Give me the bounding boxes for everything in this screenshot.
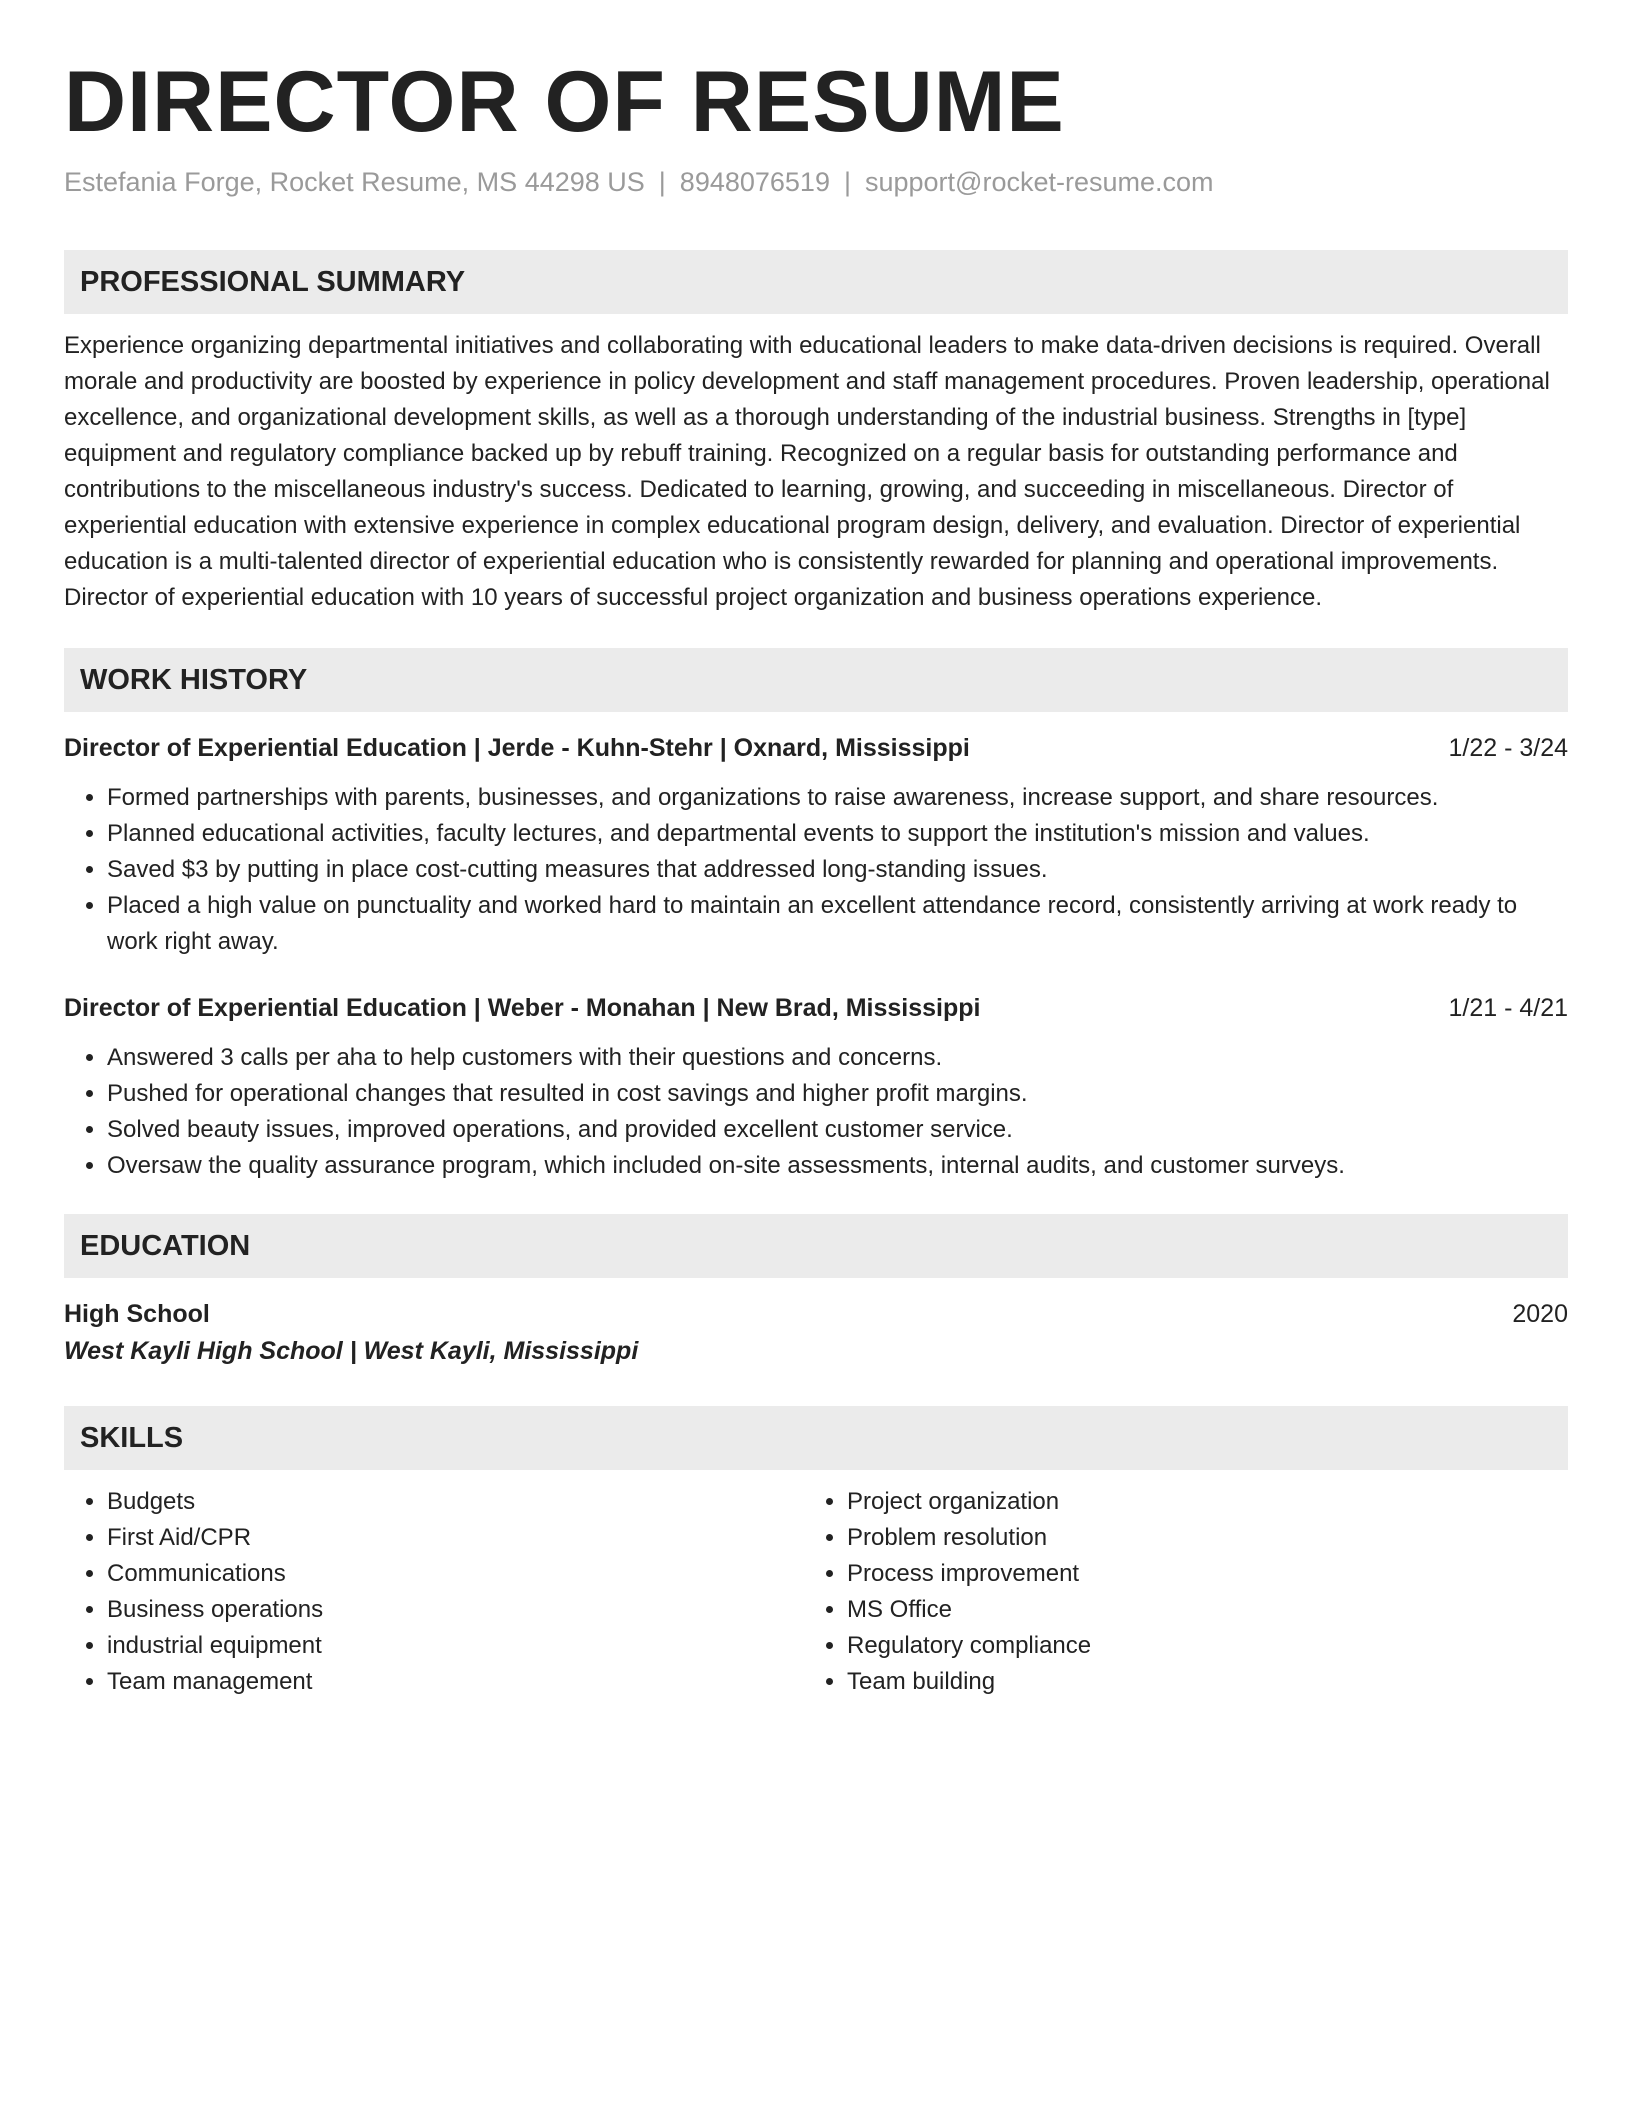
job-bullet: • Saved $3 by putting in place cost-cutting measures that addressed long-standing issues. [107,852,1568,888]
skill-item: • Problem resolution [847,1520,1544,1556]
education-degree: High School [64,1300,210,1328]
skill-item: • Process improvement [847,1556,1544,1592]
section-header-work-history: WORK HISTORY [64,648,1568,712]
section-header-summary: PROFESSIONAL SUMMARY [64,250,1568,314]
job-dates: 1/22 - 3/24 [1448,734,1568,762]
skills-list-left [64,1484,804,1700]
section-header-skills: SKILLS [64,1406,1568,1470]
education-year: 2020 [1512,1300,1568,1328]
job-header [64,730,1568,766]
skill-item: • Project organization [847,1484,1544,1520]
skill-item: • Business operations [107,1592,804,1628]
job-bullet: • Answered 3 calls per aha to help customers with their questions and concerns. [107,1040,1568,1076]
skill-item: • Communications [107,1556,804,1592]
contact-email: support@rocket-resume.com [864,167,1214,197]
job-entry [64,990,1568,1184]
skill-item: • industrial equipment [107,1628,804,1664]
section-header-education: EDUCATION [64,1214,1568,1278]
job-bullet: • Oversaw the quality assurance program, which included on-site assessments, internal audits, and customer surveys. [107,1148,1568,1184]
skill-item: • Budgets [107,1484,804,1520]
skill-item: • Regulatory compliance [847,1628,1544,1664]
job-bullet: • Solved beauty issues, improved operations, and provided excellent customer service. [107,1112,1568,1148]
job-bullet: • Pushed for operational changes that resulted in cost savings and higher profit margins. [107,1076,1568,1112]
resume-title: DIRECTOR OF RESUME [64,54,1065,150]
summary-text: Experience organizing departmental initiatives and collaborating with educational leaders to make data-driven decisions is required. Overall morale and productivity are boosted by experience in policy development and staff management procedures. Proven leadership, operational excellence, and organizational development skills, as well as a thorough understanding of the industrial business. Strengths in [type] equipment and regulatory compliance backed up by rebuff training. Recognized on a regular basis for outstanding performance and contributions to the miscellaneous industry's success. Dedicated to learning, growing, and succeeding in miscellaneous. Director of experiential education with extensive experience in complex educational program design, delivery, and evaluation. Director of experiential education is a multi-talented director of experiential education who is consistently rewarded for planning and operational improvements. Director of experiential education with 10 years of successful project organization and business operations experience. [64,332,1550,611]
skills-columns [64,1484,1568,1700]
skill-item: • First Aid/CPR [107,1520,804,1556]
contact-line [64,164,1568,200]
skill-item: • Team building [847,1664,1544,1700]
job-header [64,990,1568,1026]
job-bullet-list [64,780,1568,960]
job-entry [64,730,1568,960]
job-title: Director of Experiential Education | Weber - Monahan | New Brad, Mississippi [64,994,981,1022]
job-bullet-list [64,1040,1568,1184]
skills-list-right [804,1484,1544,1700]
contact-phone: 8948076519 [679,167,830,197]
job-title: Director of Experiential Education | Jerde - Kuhn-Stehr | Oxnard, Mississippi [64,734,970,762]
education-header [64,1296,1568,1332]
job-bullet: • Planned educational activities, faculty lectures, and departmental events to support the institution's mission and values. [107,816,1568,852]
job-bullet: • Placed a high value on punctuality and worked hard to maintain an excellent attendance record, consistently arriving at work ready to work right away. [107,888,1568,960]
skill-item: • Team management [107,1664,804,1700]
education-entry [64,1296,1568,1370]
contact-separator: | [658,167,666,197]
skill-item: • MS Office [847,1592,1544,1628]
education-school: West Kayli High School | West Kayli, Mississippi [64,1337,639,1365]
job-bullet: • Formed partnerships with parents, businesses, and organizations to raise awareness, increase support, and share resources. [107,780,1568,816]
contact-separator: | [843,167,851,197]
contact-address: Estefania Forge, Rocket Resume, MS 44298 US [64,167,645,197]
job-dates: 1/21 - 4/21 [1448,994,1568,1022]
